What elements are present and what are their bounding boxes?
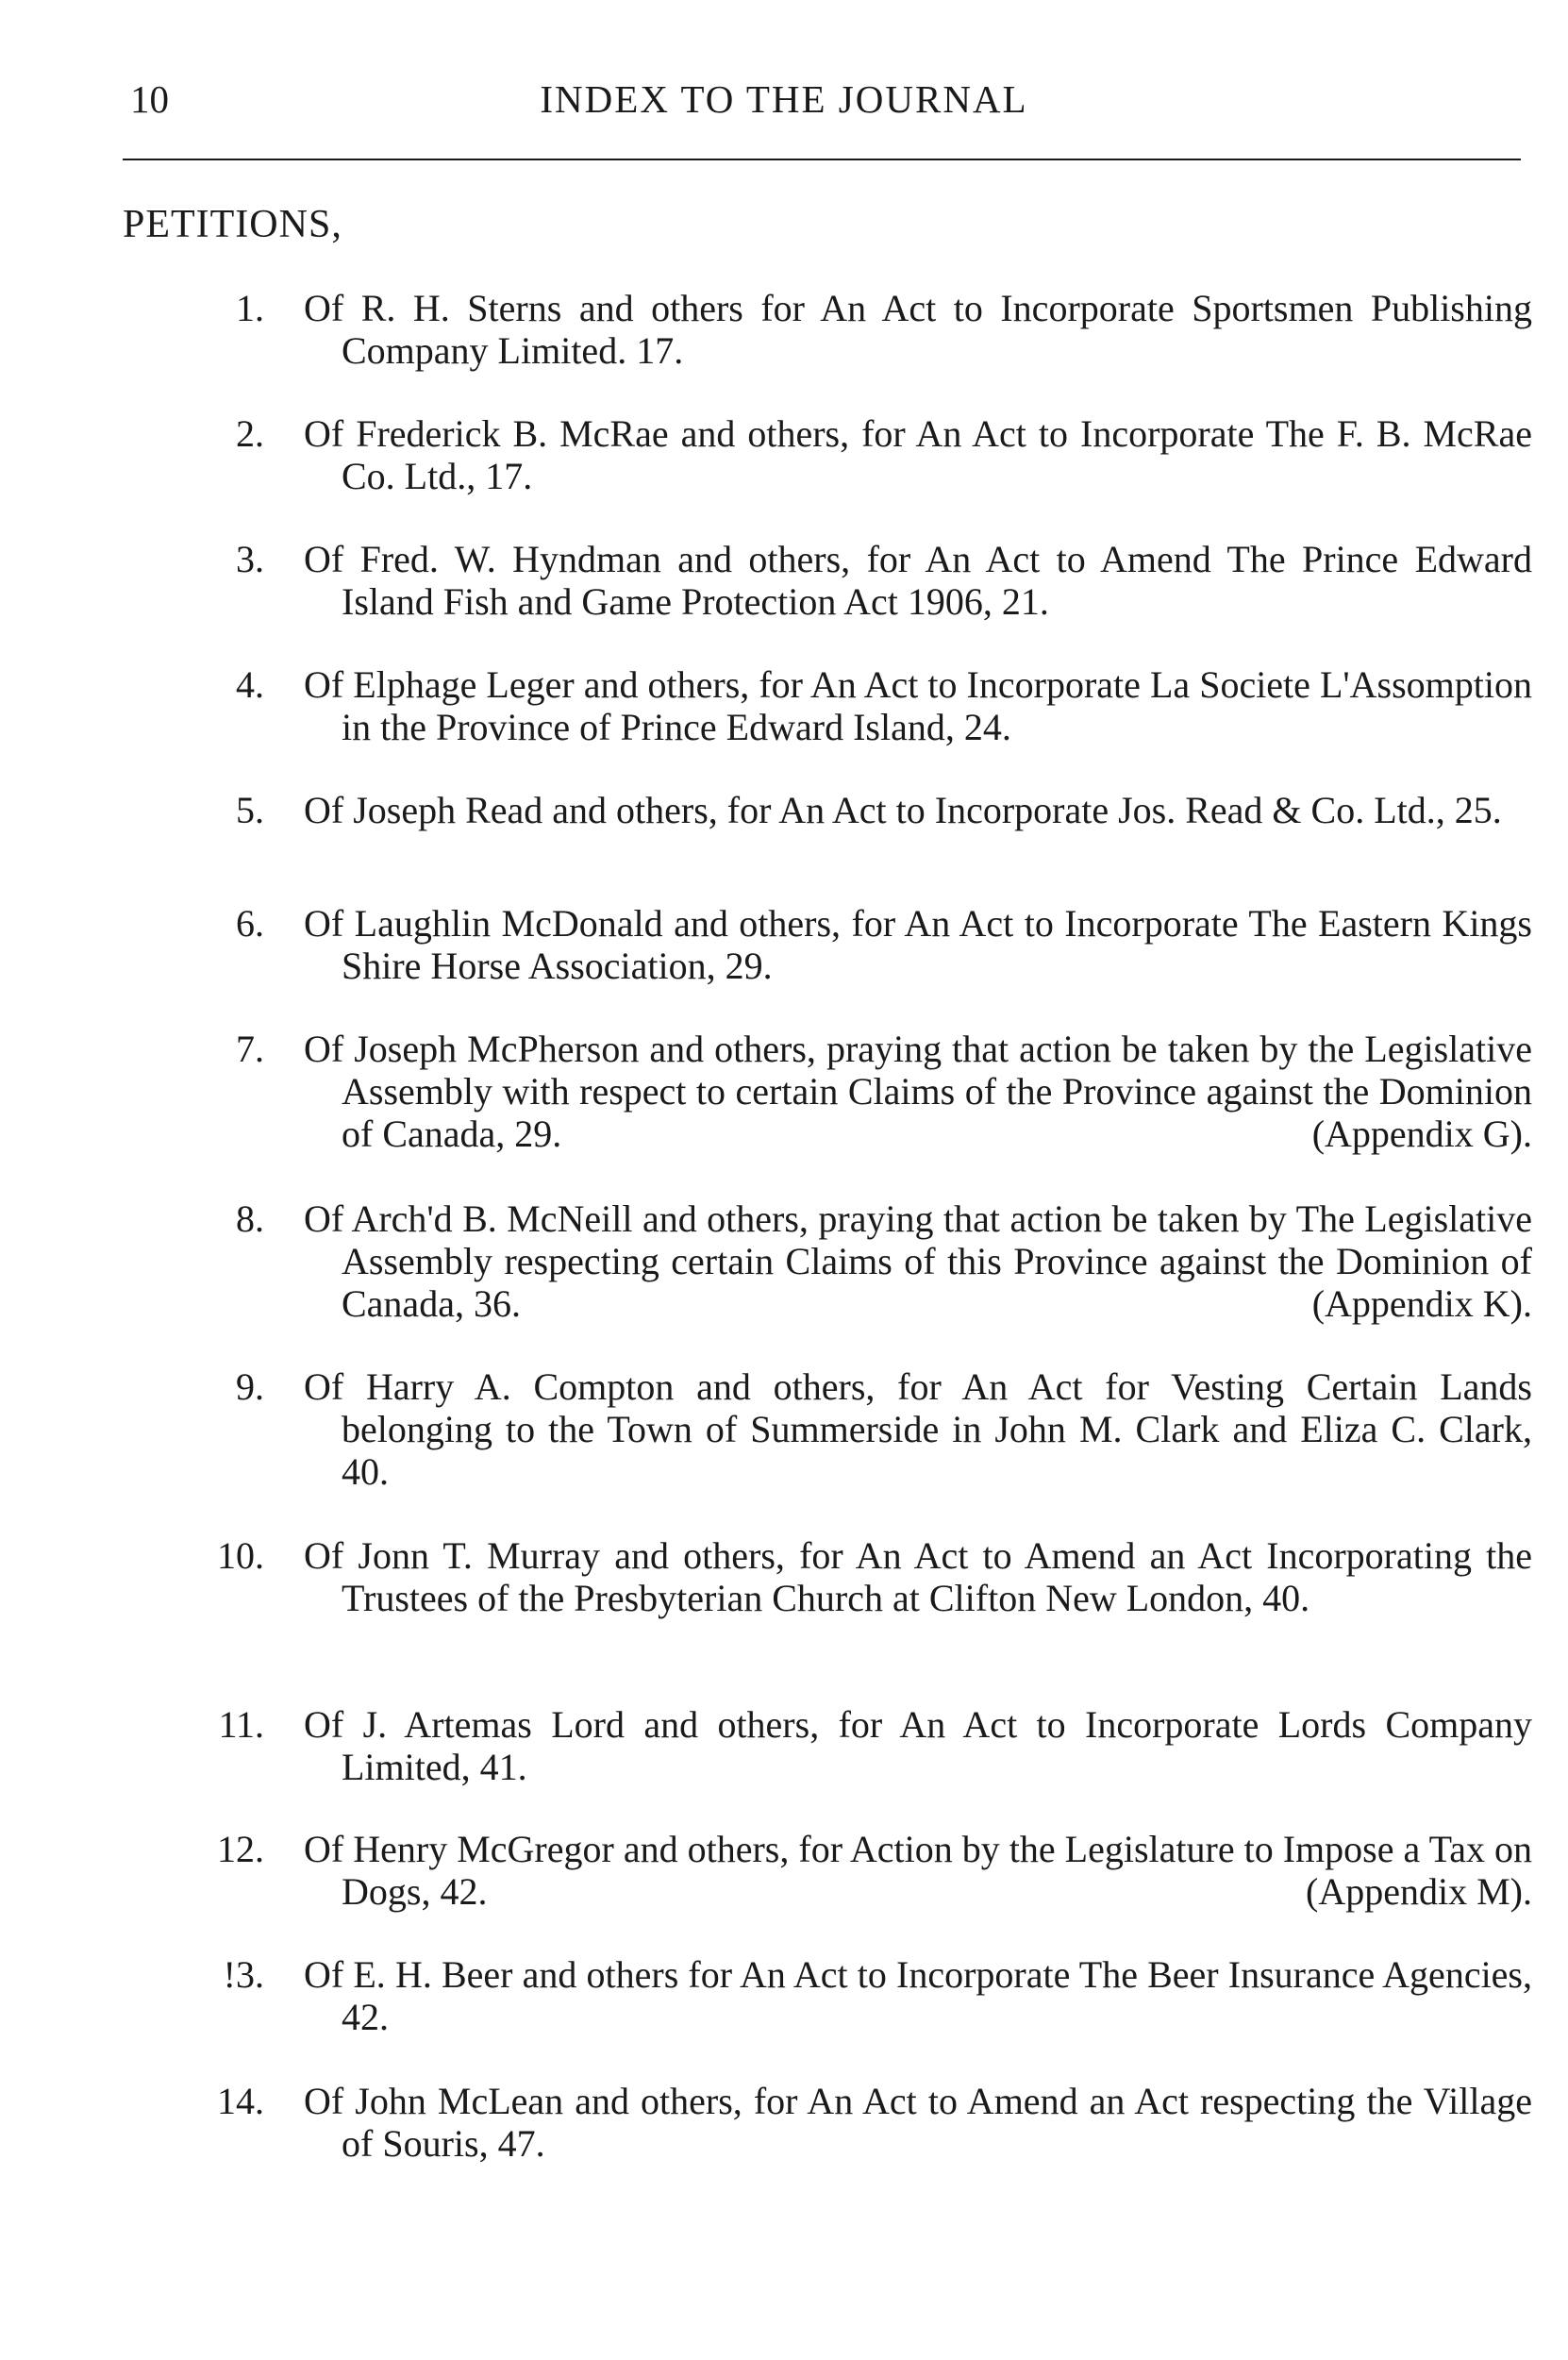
entry-number: 6. <box>236 902 264 945</box>
entry-text: Of Henry McGregor and others, for Action by the Legislature to Impose a Tax on Dogs, 42. <box>304 1828 1532 1913</box>
entry-text: Of Laughlin McDonald and others, for An Act to Incorporate The Eastern Kings Shire Horse Association, 29. <box>304 902 1532 987</box>
entry-number: 4. <box>236 663 264 706</box>
entry-text: Of Joseph Read and others, for An Act to Incorporate Jos. Read & Co. Ltd., 25. <box>304 789 1502 831</box>
entry-number: 7. <box>236 1028 264 1070</box>
page-number: 10 <box>130 77 169 121</box>
entry-text: Of John McLean and others, for An Act to Amend an Act respecting the Village of Souris, 47. <box>304 2080 1532 2165</box>
entry-number: 2. <box>236 412 264 455</box>
running-head-title: INDEX TO THE JOURNAL <box>540 77 1028 121</box>
entry-text: Of R. H. Sterns and others for An Act to Incorporate Sportsmen Publishing Company Limited. 17. <box>304 287 1532 372</box>
entry-text: Of Harry A. Compton and others, for An Act for Vesting Certain Lands belonging to the Town of Summerside in John M. Clark and Eliza C. Clark, 40. <box>304 1365 1532 1493</box>
entry-text: Of E. H. Beer and others for An Act to Incorporate The Beer Insurance Agencies, 42. <box>304 1953 1532 2038</box>
appendix-reference: (Appendix M). <box>1306 1870 1532 1913</box>
entry-number: 3. <box>236 538 264 580</box>
entry-text: Of Fred. W. Hyndman and others, for An Act to Amend The Prince Edward Island Fish and Game Protection Act 1906, 21. <box>304 538 1532 623</box>
entry-text: Of Elphage Leger and others, for An Act to Incorporate La Societe L'Assomption in the Province of Prince Edward Island, 24. <box>304 663 1532 748</box>
entry-number: 10. <box>217 1534 264 1577</box>
entry-text: Of J. Artemas Lord and others, for An Act to Incorporate Lords Company Limited, 41. <box>304 1703 1532 1788</box>
entry-text: Of Jonn T. Murray and others, for An Act to Amend an Act Incorporating the Trustees of the Presbyterian Church at Clifton New London, 40. <box>304 1534 1532 1619</box>
entry-text: Of Joseph McPherson and others, praying that action be taken by the Legislative Assembly with respect to certain Claims of the Province against the Dominion of Canada, 29. <box>304 1028 1532 1155</box>
entry-number: 12. <box>217 1828 264 1870</box>
entry-number: 5. <box>236 789 264 831</box>
entry-number: !3. <box>223 1953 264 1996</box>
entry-text: Of Frederick B. McRae and others, for An Act to Incorporate The F. B. McRae Co. Ltd., 17. <box>304 412 1532 497</box>
appendix-reference: (Appendix K). <box>1311 1282 1532 1325</box>
entry-number: 8. <box>236 1197 264 1240</box>
entry-text: Of Arch'd B. McNeill and others, praying that action be taken by The Legislative Assembly respecting certain Claims of this Province against the Dominion of Canada, 36. <box>304 1197 1532 1325</box>
entry-number: 1. <box>236 287 264 329</box>
entry-number: 11. <box>218 1703 264 1746</box>
appendix-reference: (Appendix G). <box>1311 1113 1532 1155</box>
entry-number: 9. <box>236 1365 264 1408</box>
section-title: PETITIONS, <box>123 203 342 246</box>
entry-number: 14. <box>217 2080 264 2122</box>
